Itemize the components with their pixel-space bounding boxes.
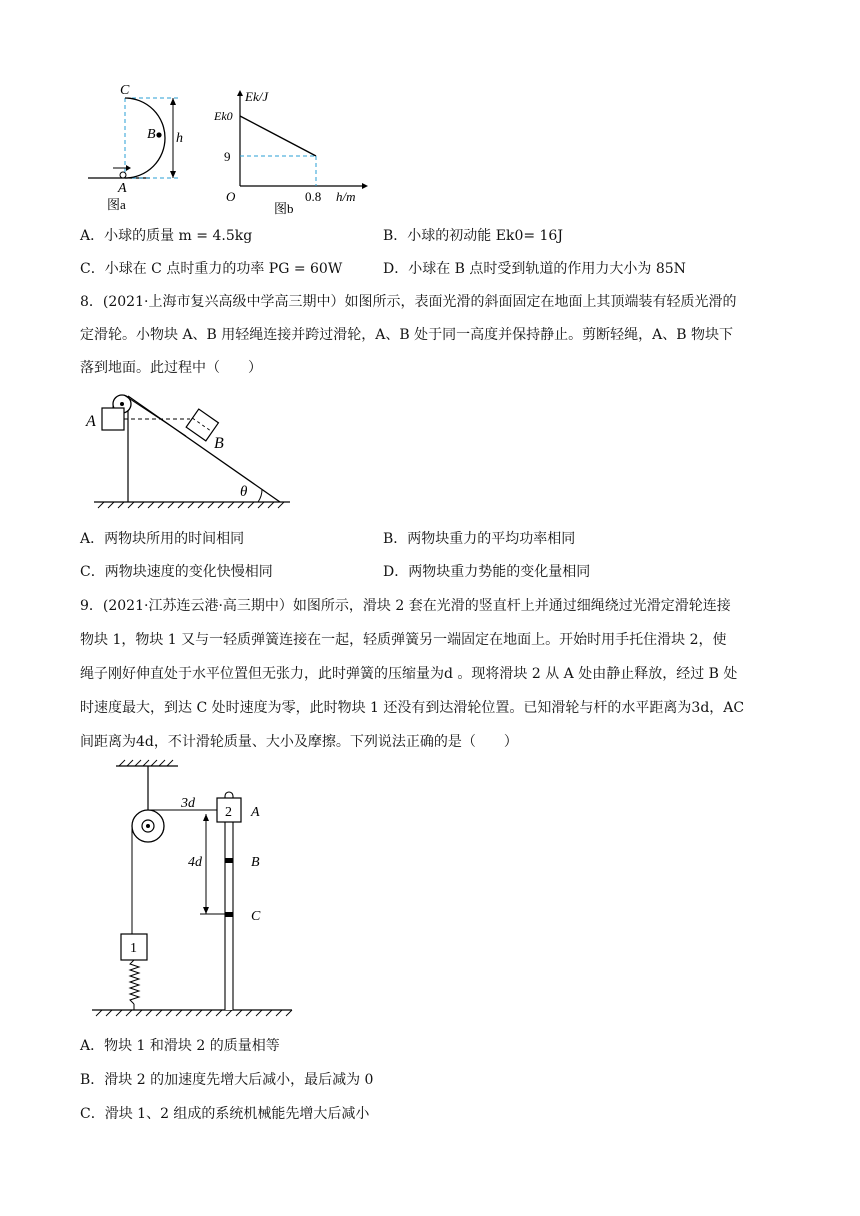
q8-option-d: D．两物块重力势能的变化量相同 bbox=[383, 564, 591, 580]
q9-label-4d: 4d bbox=[188, 855, 202, 870]
q9-label-c: C bbox=[251, 909, 261, 924]
q9-label-3d: 3d bbox=[181, 796, 195, 811]
q8-label-theta: θ bbox=[240, 484, 248, 500]
q9-stem-line1: 9．(2021·江苏连云港·高三期中）如图所示，滑块 2 套在光滑的竖直杆上并通过细绳绕过光滑定滑轮连接 bbox=[80, 598, 731, 614]
q7b-ytick: 9 bbox=[224, 149, 231, 164]
q7b-ylabel: Ek/J bbox=[245, 89, 269, 104]
q9-stem-line2: 物块 1，物块 1 又与一轻质弹簧连接在一起，轻质弹簧另一端固定在地面上。开始时用手托住滑块 2，使 bbox=[80, 632, 727, 648]
q7b-caption: 图b bbox=[274, 201, 294, 216]
q8-label-b: B bbox=[214, 435, 224, 452]
q7b-xlabel: h/m bbox=[336, 189, 356, 204]
q9-label-1: 1 bbox=[130, 941, 137, 956]
q8-option-b: B．两物块重力的平均功率相同 bbox=[383, 531, 576, 547]
q8-stem-line2: 定滑轮。小物块 A、B 用轻绳连接并跨过滑轮，A、B 处于同一高度并保持静止。剪断轻绳，A、B 物块下 bbox=[80, 327, 733, 343]
q9-figure bbox=[86, 758, 306, 1020]
q7-option-a: A．小球的质量 m = 4.5kg bbox=[80, 228, 253, 244]
q8-option-a: A．两物块所用的时间相同 bbox=[80, 531, 245, 547]
q9-label-b: B bbox=[251, 855, 260, 870]
q7-figure-a bbox=[80, 78, 220, 218]
q7a-label-h: h bbox=[176, 131, 183, 146]
q7b-xtick: 0.8 bbox=[305, 189, 322, 204]
q7a-label-b: B bbox=[147, 127, 156, 142]
q8-stem-line1: 8．(2021·上海市复兴高级中学高三期中）如图所示，表面光滑的斜面固定在地面上其顶端装有轻质光滑的 bbox=[80, 294, 737, 310]
q9-option-c: C．滑块 1、2 组成的系统机械能先增大后减小 bbox=[80, 1106, 370, 1122]
q9-label-a: A bbox=[251, 805, 260, 820]
q7-option-d: D．小球在 B 点时受到轨道的作用力大小为 85N bbox=[383, 261, 686, 277]
q8-figure bbox=[80, 388, 300, 516]
q7a-label-a: A bbox=[118, 181, 127, 196]
q9-stem-line4: 时速度最大，到达 C 处时速度为零，此时物块 1 还没有到达滑轮位置。已知滑轮与杆的水平距离为3d，AC bbox=[80, 700, 745, 716]
q9-stem-line3: 绳子刚好伸直处于水平位置但无张力，此时弹簧的压缩量为d 。现将滑块 2 从 A 处由静止释放，经过 B 处 bbox=[80, 666, 738, 682]
q7-option-b: B．小球的初动能 Ek0= 16J bbox=[383, 228, 563, 244]
q8-stem-line3: 落到地面。此过程中（ ） bbox=[80, 360, 262, 376]
q8-option-c: C．两物块速度的变化快慢相同 bbox=[80, 564, 273, 580]
q7a-caption: 图a bbox=[107, 197, 126, 212]
q7b-origin: O bbox=[226, 189, 236, 204]
q9-label-2: 2 bbox=[225, 805, 232, 820]
q7-figure-b bbox=[212, 86, 372, 218]
q7-option-c: C．小球在 C 点时重力的功率 PG = 60W bbox=[80, 261, 343, 277]
q9-stem-line5: 间距离为4d，不计滑轮质量、大小及摩擦。下列说法正确的是（ ） bbox=[80, 734, 518, 750]
q9-option-a: A．物块 1 和滑块 2 的质量相等 bbox=[80, 1038, 280, 1054]
q7b-ek0: Ek0 bbox=[214, 109, 233, 123]
q7a-label-c: C bbox=[120, 83, 130, 98]
q9-option-b: B．滑块 2 的加速度先增大后减小，最后减为 0 bbox=[80, 1072, 374, 1088]
q8-label-a: A bbox=[86, 413, 96, 430]
